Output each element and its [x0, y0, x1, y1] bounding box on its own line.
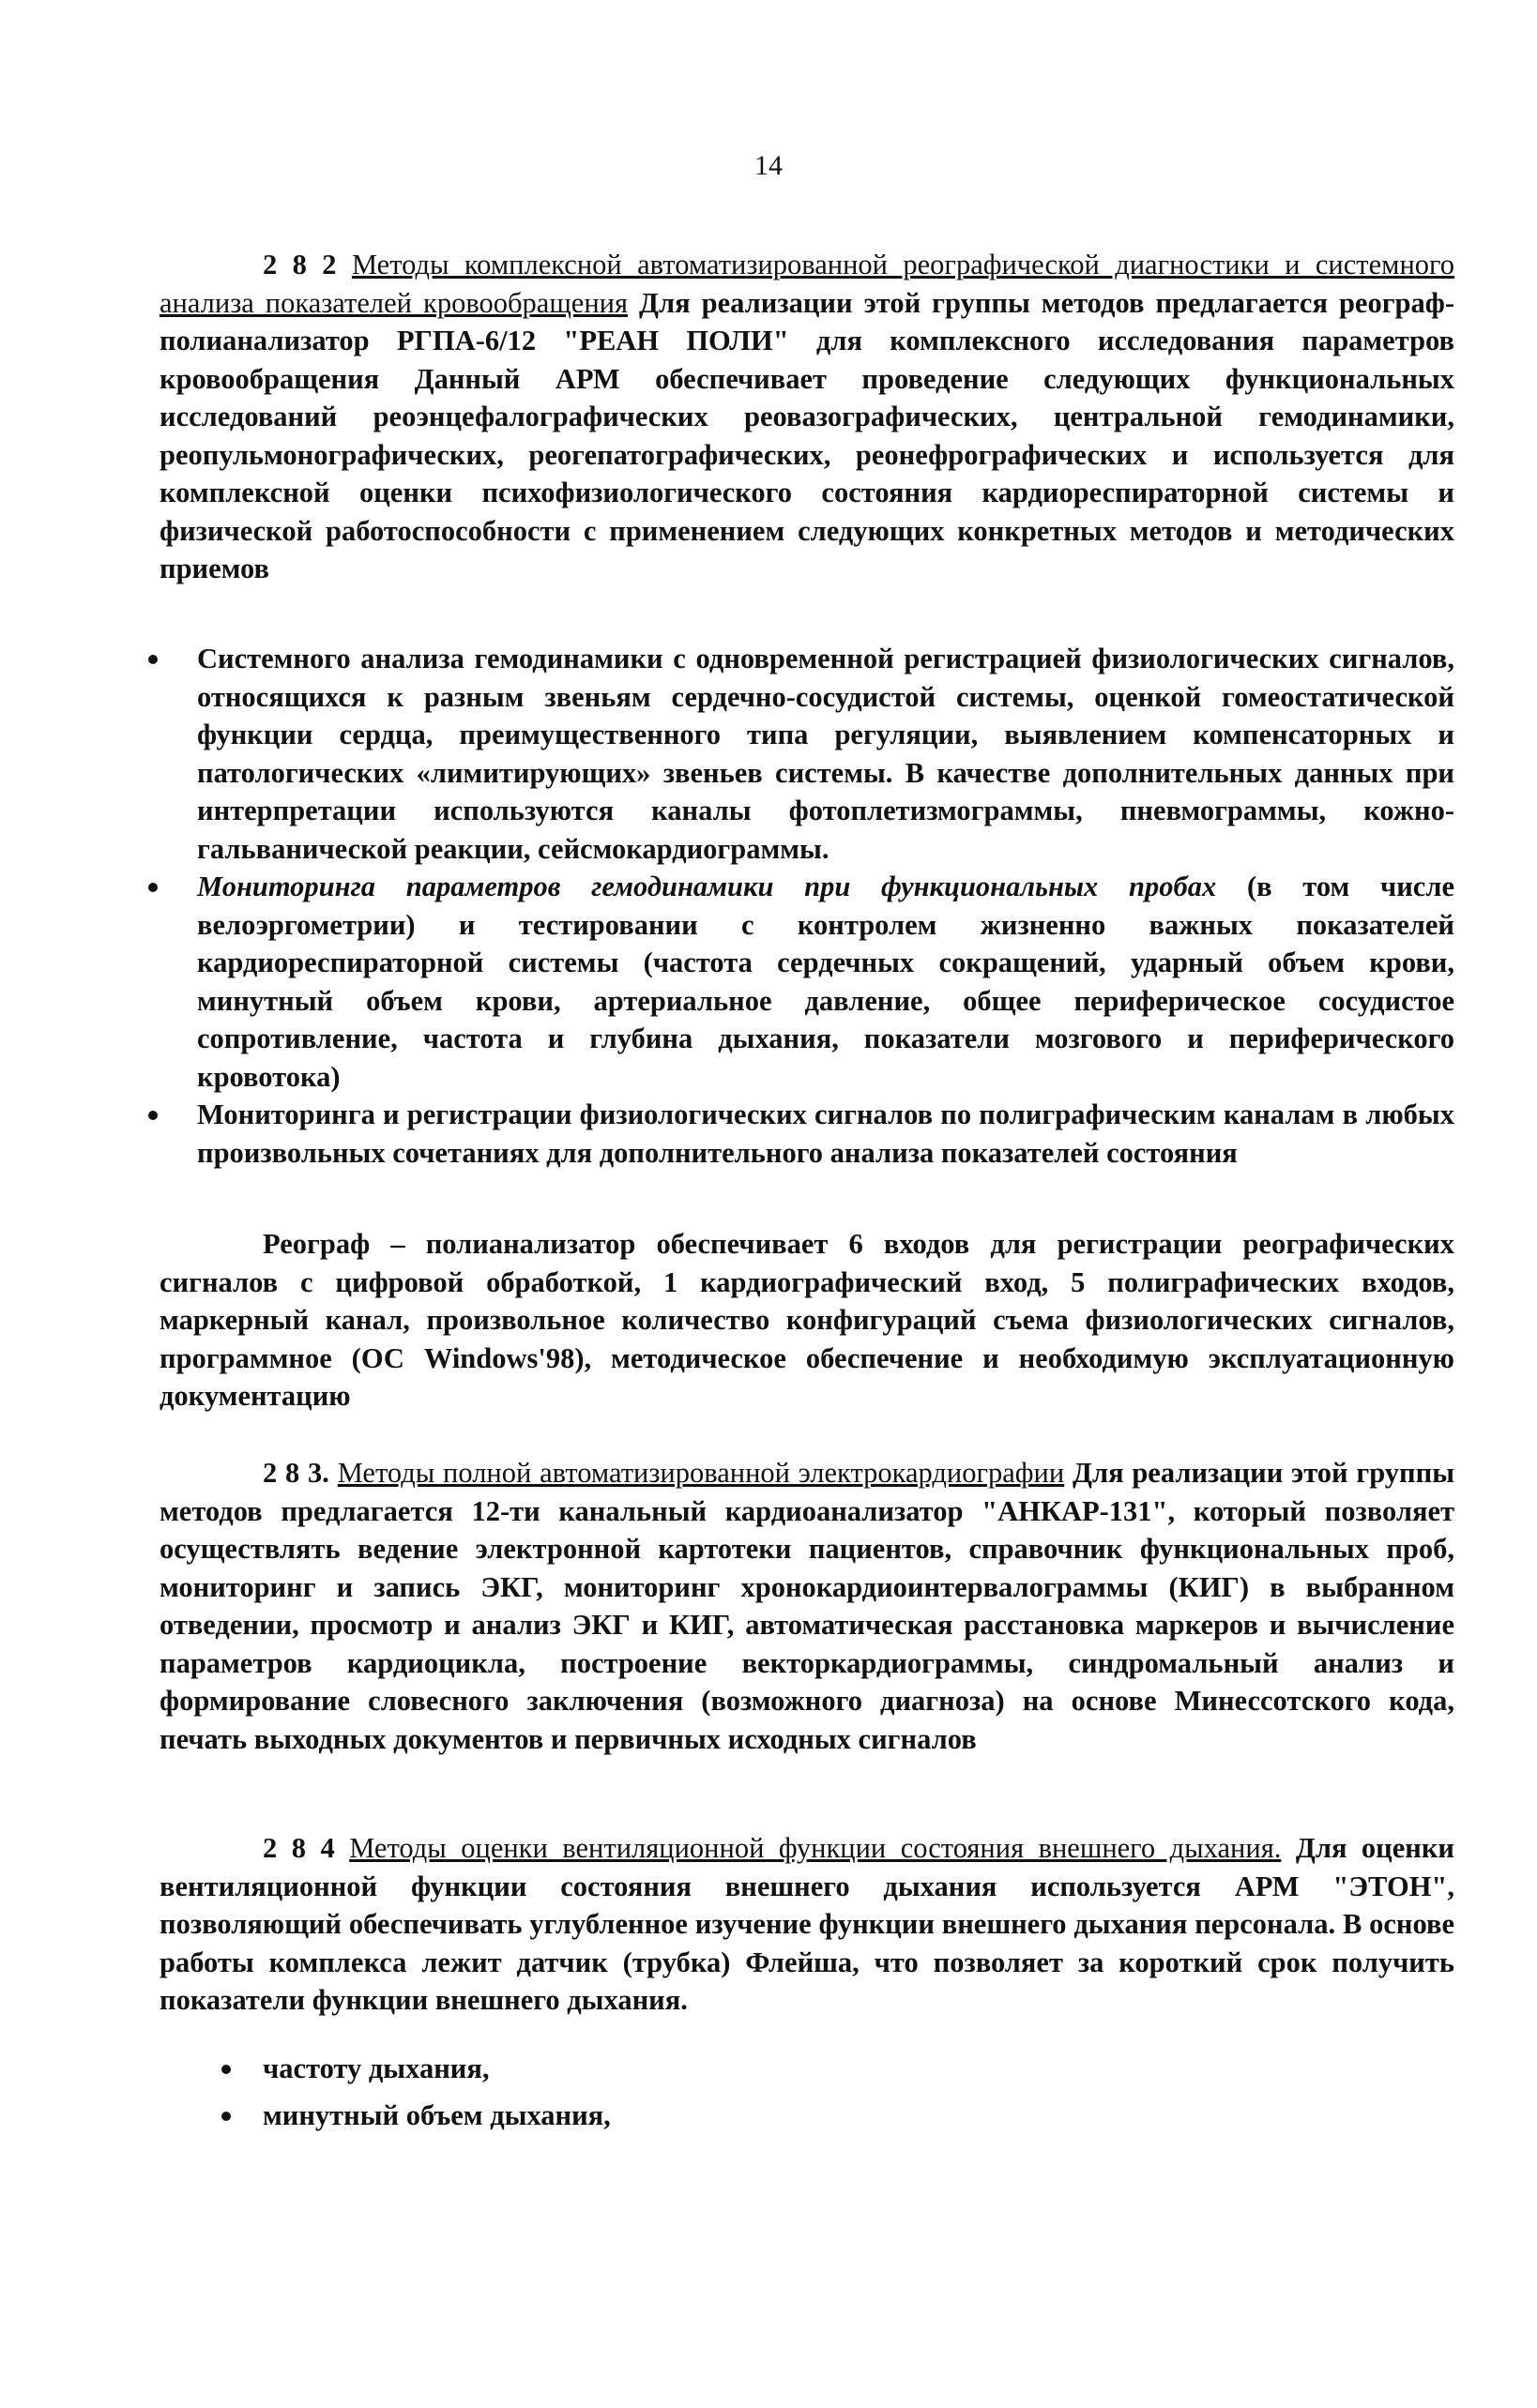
section-2-8-3-paragraph: [160, 1454, 1454, 1758]
section-2-8-4-bullet-list: [216, 2045, 1060, 2139]
section-2-8-3-number: 2 8 3.: [263, 1457, 329, 1489]
list-item: [141, 640, 1454, 868]
section-2-8-4-body: Для оценки вентиляционной функции состояния внешнего дыхания используется АРМ "ЭТОН", позволяющий обеспечивать углубленное изучение функции внешнего дыхания персонала. В основе работы комплекса лежит датчик (трубка) Флейша, что позволяет за короткий срок получить показатели функции внешнего дыхания.: [160, 1832, 1455, 2016]
section-2-8-2-body: Для реализации этой группы методов предлагается реограф-полианализатор РГПА-6/12 "РЕАН ПОЛИ" для комплексного исследования параметров кровообращения Данный АРМ обеспечивает проведение следующих функциональных исследований реоэнцефалографических реовазографических, центральной гемодинамики, реопульмонографических, реогепатографических, реонефрографических и используется для комплексной оценки психофизиологического состояния кардиореспираторной системы и физической работоспособности с применением следующих конкретных методов и методических приемов: [160, 286, 1455, 584]
section-2-8-4-heading: Методы оценки вентиляционной функции состояния внешнего дыхания.: [349, 1832, 1282, 1864]
section-2-8-2-paragraph: [160, 246, 1454, 588]
section-2-8-2-closing: Реограф – полианализатор обеспечивает 6 входов для регистрации реографических сигналов с цифровой обработкой, 1 кардиографический вход, 5 полиграфических входов, маркерный канал, произвольное количество конфигураций съема физиологических сигналов, программное (ОС Windows'98), методическое обеспечение и необходимую эксплуатационную документацию: [160, 1228, 1454, 1412]
list-item: [216, 2092, 1060, 2139]
bullet-icon: [148, 655, 158, 664]
section-2-8-4-paragraph: [160, 1829, 1454, 2020]
bullet-text: (в том числе велоэргометрии) и тестировании с контролем жизненно важных показателей кардиореспираторной системы (частота сердечных сокращений, ударный объем крови, минутный объем крови, артериальное давление, общее периферическое сосудистое сопротивление, частота и глубина дыхания, показатели мозгового и периферического кровотока): [197, 871, 1454, 1093]
section-2-8-2-bullet-list: [141, 640, 1454, 1172]
bullet-icon: [221, 2065, 231, 2074]
bullet-text: минутный объем дыхания,: [263, 2099, 611, 2131]
bullet-text: частоту дыхания,: [263, 2052, 490, 2084]
bullet-text-italic: Мониторинга параметров гемодинамики при функциональных пробах: [197, 871, 1217, 902]
section-2-8-2-heading: Методы комплексной автоматизированной реографической диагностики и системного анализа показателей кровообращения: [160, 249, 1455, 319]
section-2-8-3-body: Для реализации этой группы методов предлагается 12-ти канальный кардиоанализатор "АНКАР-131", который позволяет осуществлять ведение электронной картотеки пациентов, справочник функциональных проб, мониторинг и запись ЭКГ, мониторинг хронокардиоинтервалограммы (КИГ) в выбранном отведении, просмотр и анализ ЭКГ и КИГ, автоматическая расстановка маркеров и вычисление параметров кардиоцикла, построение векторкардиограммы, синдромальный анализ и формирование словесного заключения (возможного диагноза) на основе Минессотского кода, печать выходных документов и первичных исходных сигналов: [160, 1457, 1455, 1755]
bullet-icon: [148, 1111, 158, 1120]
bullet-text: Системного анализа гемодинамики с одновременной регистрацией физиологических сигналов, относящихся к разным звеньям сердечно-сосудистой системы, оценкой гомеостатической функции сердца, преимущественного типа регуляции, выявлением компенсаторных и патологических «лимитирующих» звеньев системы. В качестве дополнительных данных при интерпретации используются каналы фотоплетизмограммы, пневмограммы, кожно-гальванической реакции, сейсмокардиограммы.: [197, 643, 1454, 865]
bullet-icon: [221, 2112, 231, 2121]
bullet-text: Мониторинга и регистрации физиологических сигналов по полиграфическим каналам в любых произвольных сочетаниях для дополнительного анализа показателей состояния: [197, 1098, 1454, 1169]
section-2-8-2-number: 2 8 2: [263, 249, 337, 280]
bullet-icon: [148, 883, 158, 892]
section-2-8-4-number: 2 8 4: [263, 1832, 335, 1864]
list-item: [216, 2045, 1060, 2092]
list-item: [141, 868, 1454, 1096]
section-2-8-3-heading: Методы полной автоматизированной электрокардиографии: [337, 1457, 1065, 1489]
list-item: [141, 1096, 1454, 1172]
page-number: 14: [754, 150, 783, 181]
